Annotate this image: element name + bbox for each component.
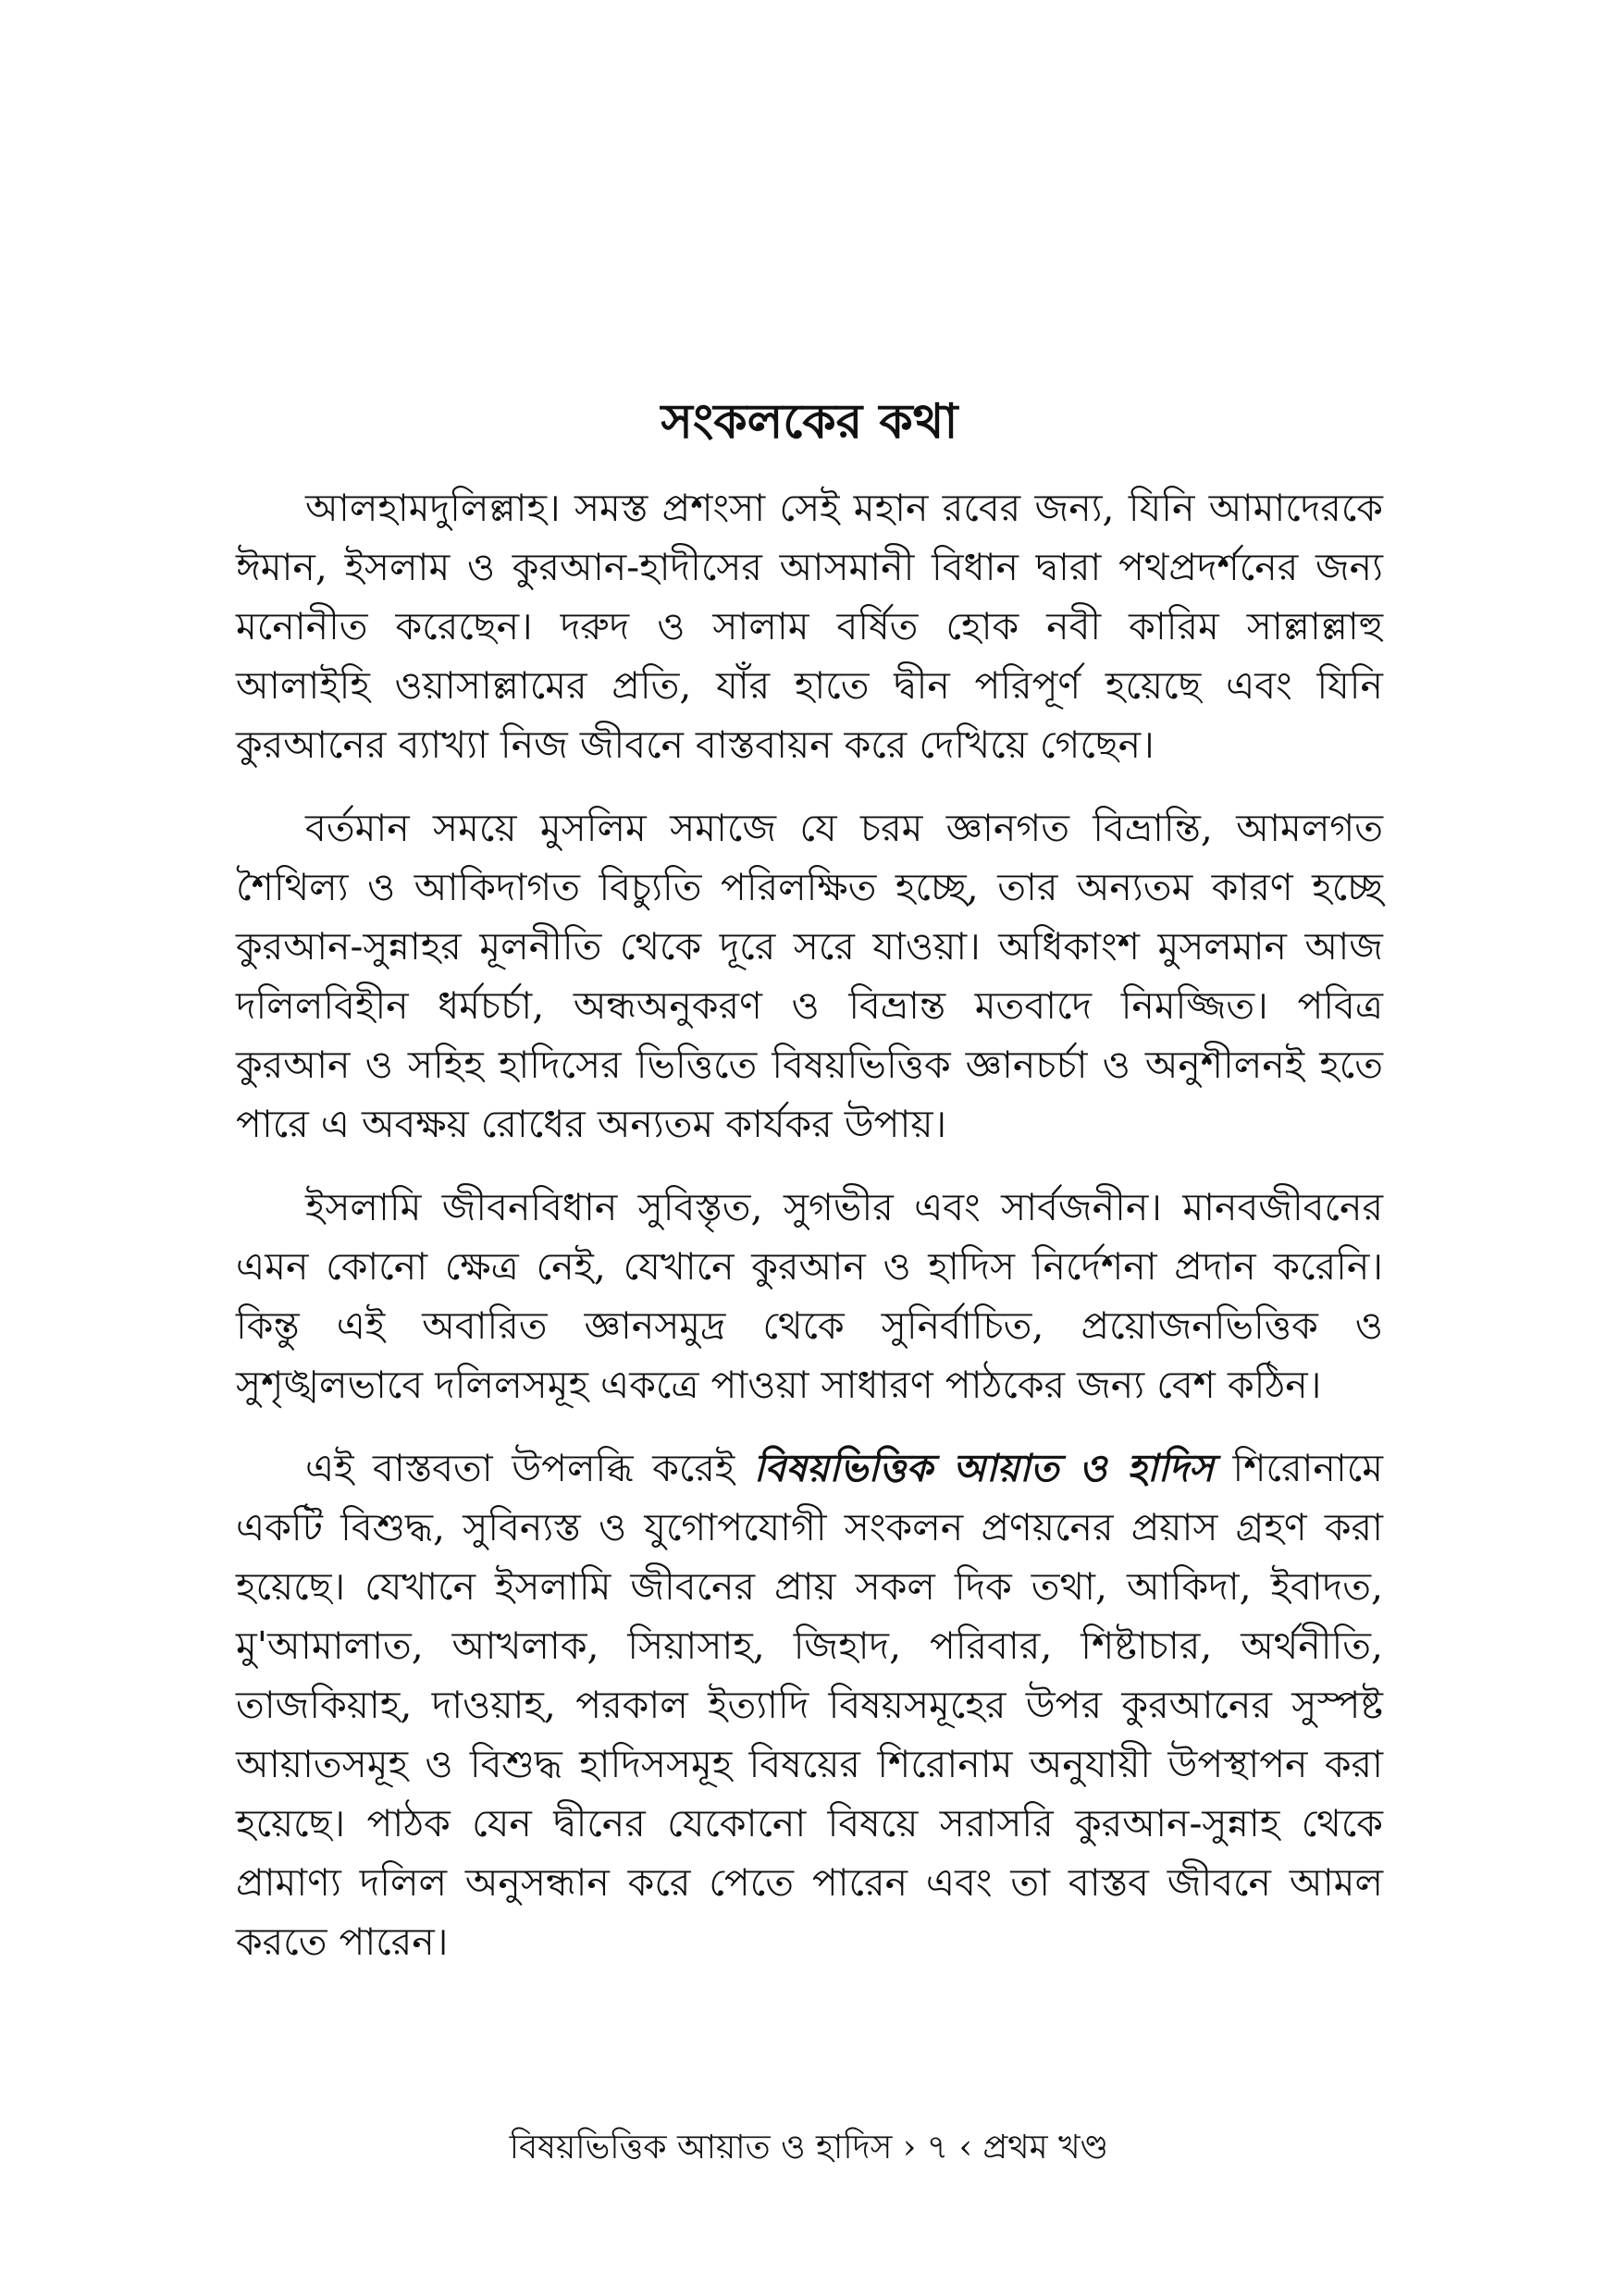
page-content: [236, 393, 1383, 1995]
footer-separator-left: ›: [902, 2129, 917, 2166]
paragraph-4-rest: শিরোনামে একটি বিশুদ্ধ, সুবিন্যস্ত ও যুগোপযোগী সংকলন প্রণয়নের প্রয়াস গ্রহণ করা হয়েছে। যেখানে ইসলামি জীবনের প্রায় সকল দিক তথা, আকিদা, ইবাদত, মু'আমালাত, আখলাক, সিয়াসাহ, জিহাদ, পরিবার, শিষ্টাচার, অর্থনীতি, তাজকিয়াহ, দাওয়াহ, পরকাল ইত্যাদি বিষয়সমূহের উপর কুরআনের সুস্পষ্ট আয়াতসমূহ ও বিশুদ্ধ হাদিসসমূহ বিষয়ের শিরোনাম অনুযায়ী উপস্থাপন করা হয়েছে। পাঠক যেন দ্বীনের যেকোনো বিষয়ে সরাসরি কুরআন-সুন্নাহ থেকে প্রামাণ্য দলিল অনুসন্ধান করে পেতে পারেন এবং তা বাস্তব জীবনে আমল করতে পারেন।: [236, 1446, 1384, 1965]
footer-volume: প্রথম খণ্ড: [982, 2129, 1109, 2166]
footer-separator-right: ‹: [958, 2129, 972, 2166]
paragraph-1: আলহামদুলিল্লাহ। সমস্ত প্রশংসা সেই মহান রবের জন্য, যিনি আমাদেরকে ঈমান, ইসলাম ও কুরআন-হাদীসের আসমানী বিধান দ্বারা পথপ্রদর্শনের জন্য মনোনীত করেছেন। দরুদ ও সালাম বর্ষিত হোক নবী কারিম সাল্লাল্লাহু আলাইহি ওয়াসাল্লামের প্রতি, যাঁর হাতে দ্বীন পরিপূর্ণ হয়েছে এবং যিনি কুরআনের ব্যাখ্যা নিজ জীবনে বাস্তবায়ন করে দেখিয়ে গেছেন।: [236, 486, 1383, 768]
paragraph-2: বর্তমান সময়ে মুসলিম সমাজে যে চরম জ্ঞানগত বিভ্রান্তি, আমলগত শৈথিল্য ও আকিদাগত বিচ্যুতি পরিলক্ষিত হচ্ছে, তার অন্যতম কারণ হচ্ছে কুরআন-সুন্নাহর মূলনীতি থেকে দূরে সরে যাওয়া। অধিকাংশ মুসলমান আজ দলিলবিহীন ধর্মচর্চা, অন্ধঅনুকরণ ও বিভ্রান্ত মতবাদে নিমজ্জিত। পবিত্র কুরআন ও সহিহ হাদিসের ভিত্তিতে বিষয়ভিত্তিক জ্ঞানচর্চা ও অনুশীলনই হতে পারে এ অবক্ষয় রোধের অন্যতম কার্যকর উপায়।: [236, 806, 1383, 1147]
paragraph-4: [236, 1438, 1383, 1971]
paragraph-4-intro: এই বাস্তবতা উপলব্ধি করেই: [305, 1446, 754, 1491]
footer-book-title: বিষয়ভিত্তিক আয়াত ও হাদিস: [509, 2129, 893, 2166]
page-title: সংকলকের কথা: [661, 393, 958, 450]
book-title-emphasis: বিষয়ভিত্তিক আয়াত ও হাদিস: [753, 1446, 1214, 1491]
page-number: ৭: [926, 2129, 949, 2166]
page-footer: [0, 2128, 1618, 2167]
paragraph-3: ইসলামি জীবনবিধান সুবিস্তৃত, সুগভীর এবং সার্বজনীন। মানবজীবনের এমন কোনো ক্ষেত্র নেই, যেখানে কুরআন ও হাদিস নির্দেশনা প্রদান করেনি। কিন্তু এই অবারিত জ্ঞানসমুদ্র থেকে সুনির্বাচিত, প্রয়োজনভিত্তিক ও সুশৃঙ্খলভাবে দলিলসমূহ একত্রে পাওয়া সাধারণ পাঠকের জন্য বেশ কঠিন।: [236, 1185, 1383, 1408]
